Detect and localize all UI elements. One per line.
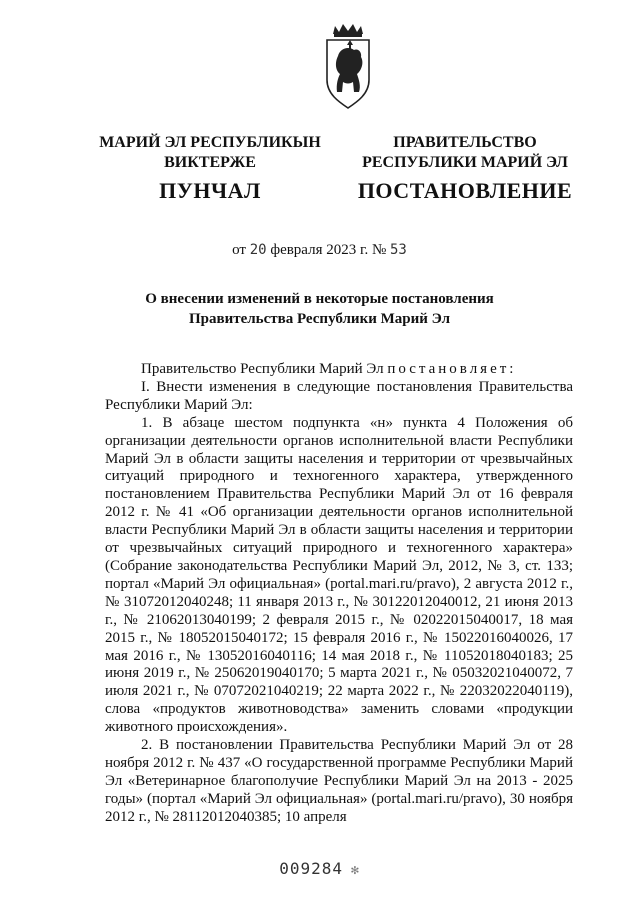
- document-title-line1: О внесении изменений в некоторые постановления: [145, 291, 494, 307]
- serial-number-text: 009284: [279, 859, 343, 878]
- document-number: 53: [390, 242, 407, 258]
- header-right-line2: РЕСПУБЛИКИ МАРИЙ ЭЛ: [362, 154, 568, 171]
- serial-number: [0, 859, 639, 878]
- header-right-line1: ПРАВИТЕЛЬСТВО: [393, 134, 537, 151]
- paragraph-item-2: 2. В постановлении Правительства Республики Марий Эл от 28 ноября 2012 г. № 437 «О государственной программе Республики Марий Эл «Ветеринарное благополучие Республики Марий Эл на 2013 - 2025 годы» (портал «Марий Эл официальная» (portal.mari.ru/pravo), 30 ноября 2012 г., № 28112012040385; 10 апреля: [105, 737, 573, 825]
- paragraph-section-1: I. Внести изменения в следующие постановления Правительства Республики Марий Эл:: [105, 378, 573, 413]
- header-left-doc-type: ПУНЧАЛ: [159, 178, 261, 203]
- paragraph-item-1: 1. В абзаце шестом подпункта «н» пункта 4 Положения об организации деятельности органов исполнительной власти Республики Марий Эл в области защиты населения и территории от чрезвычайных ситуаций природного и техногенного характера, утвержденного постановлением Правительства Республики Марий Эл от 16 февраля 2012 г. № 41 «Об организации деятельности органов исполнительной власти Республики Марий Эл в области защиты населения и территории от чрезвычайных ситуаций природного и техногенного характера» (Собрание законодательства Республики Марий Эл, 2012, № 3, ст. 133; портал «Марий Эл официальная» (portal.mari.ru/pravo), 2 августа 2012 г., № 31072012040248; 11 января 2013 г., № 30122012040012, 21 июня 2013 г., № 21062013040199; 2 февраля 2015 г., № 02022015040017, 18 мая 2015 г., № 18052015040172; 15 февраля 2016 г., № 15022016040026, 17 мая 2016 г., № 13052016040116; 14 мая 2018 г., № 11052018040183; 25 июня 2019 г., № 25062019040170; 5 марта 2021 г., № 05032021040072, 7 июля 2021 г., № 07072021040219; 22 марта 2022 г., № 22032022040119), слова «продуктов животноводства» заменить словами «продукции животного происхождения».: [105, 414, 573, 736]
- date-day: 20: [249, 242, 267, 258]
- document-body: [105, 361, 573, 827]
- header-left-line2: ВИКТЕРЖЕ: [164, 154, 256, 171]
- intro-paragraph: [105, 361, 573, 379]
- asterisk-icon: ✻: [350, 863, 360, 878]
- header-right-doc-type: ПОСТАНОВЛЕНИЕ: [357, 178, 573, 203]
- coat-of-arms-icon: [321, 22, 375, 110]
- intro-resolves: постановляет:: [387, 361, 517, 377]
- header-left-line1: МАРИЙ ЭЛ РЕСПУБЛИКЫН: [99, 134, 321, 151]
- document-dateline: [0, 242, 639, 259]
- date-month-year: февраля 2023 г. №: [270, 242, 387, 258]
- date-prefix: от: [232, 242, 246, 258]
- document-title-line2: Правительства Республики Марий Эл: [188, 311, 451, 327]
- intro-text: Правительство Республики Марий Эл: [141, 361, 384, 377]
